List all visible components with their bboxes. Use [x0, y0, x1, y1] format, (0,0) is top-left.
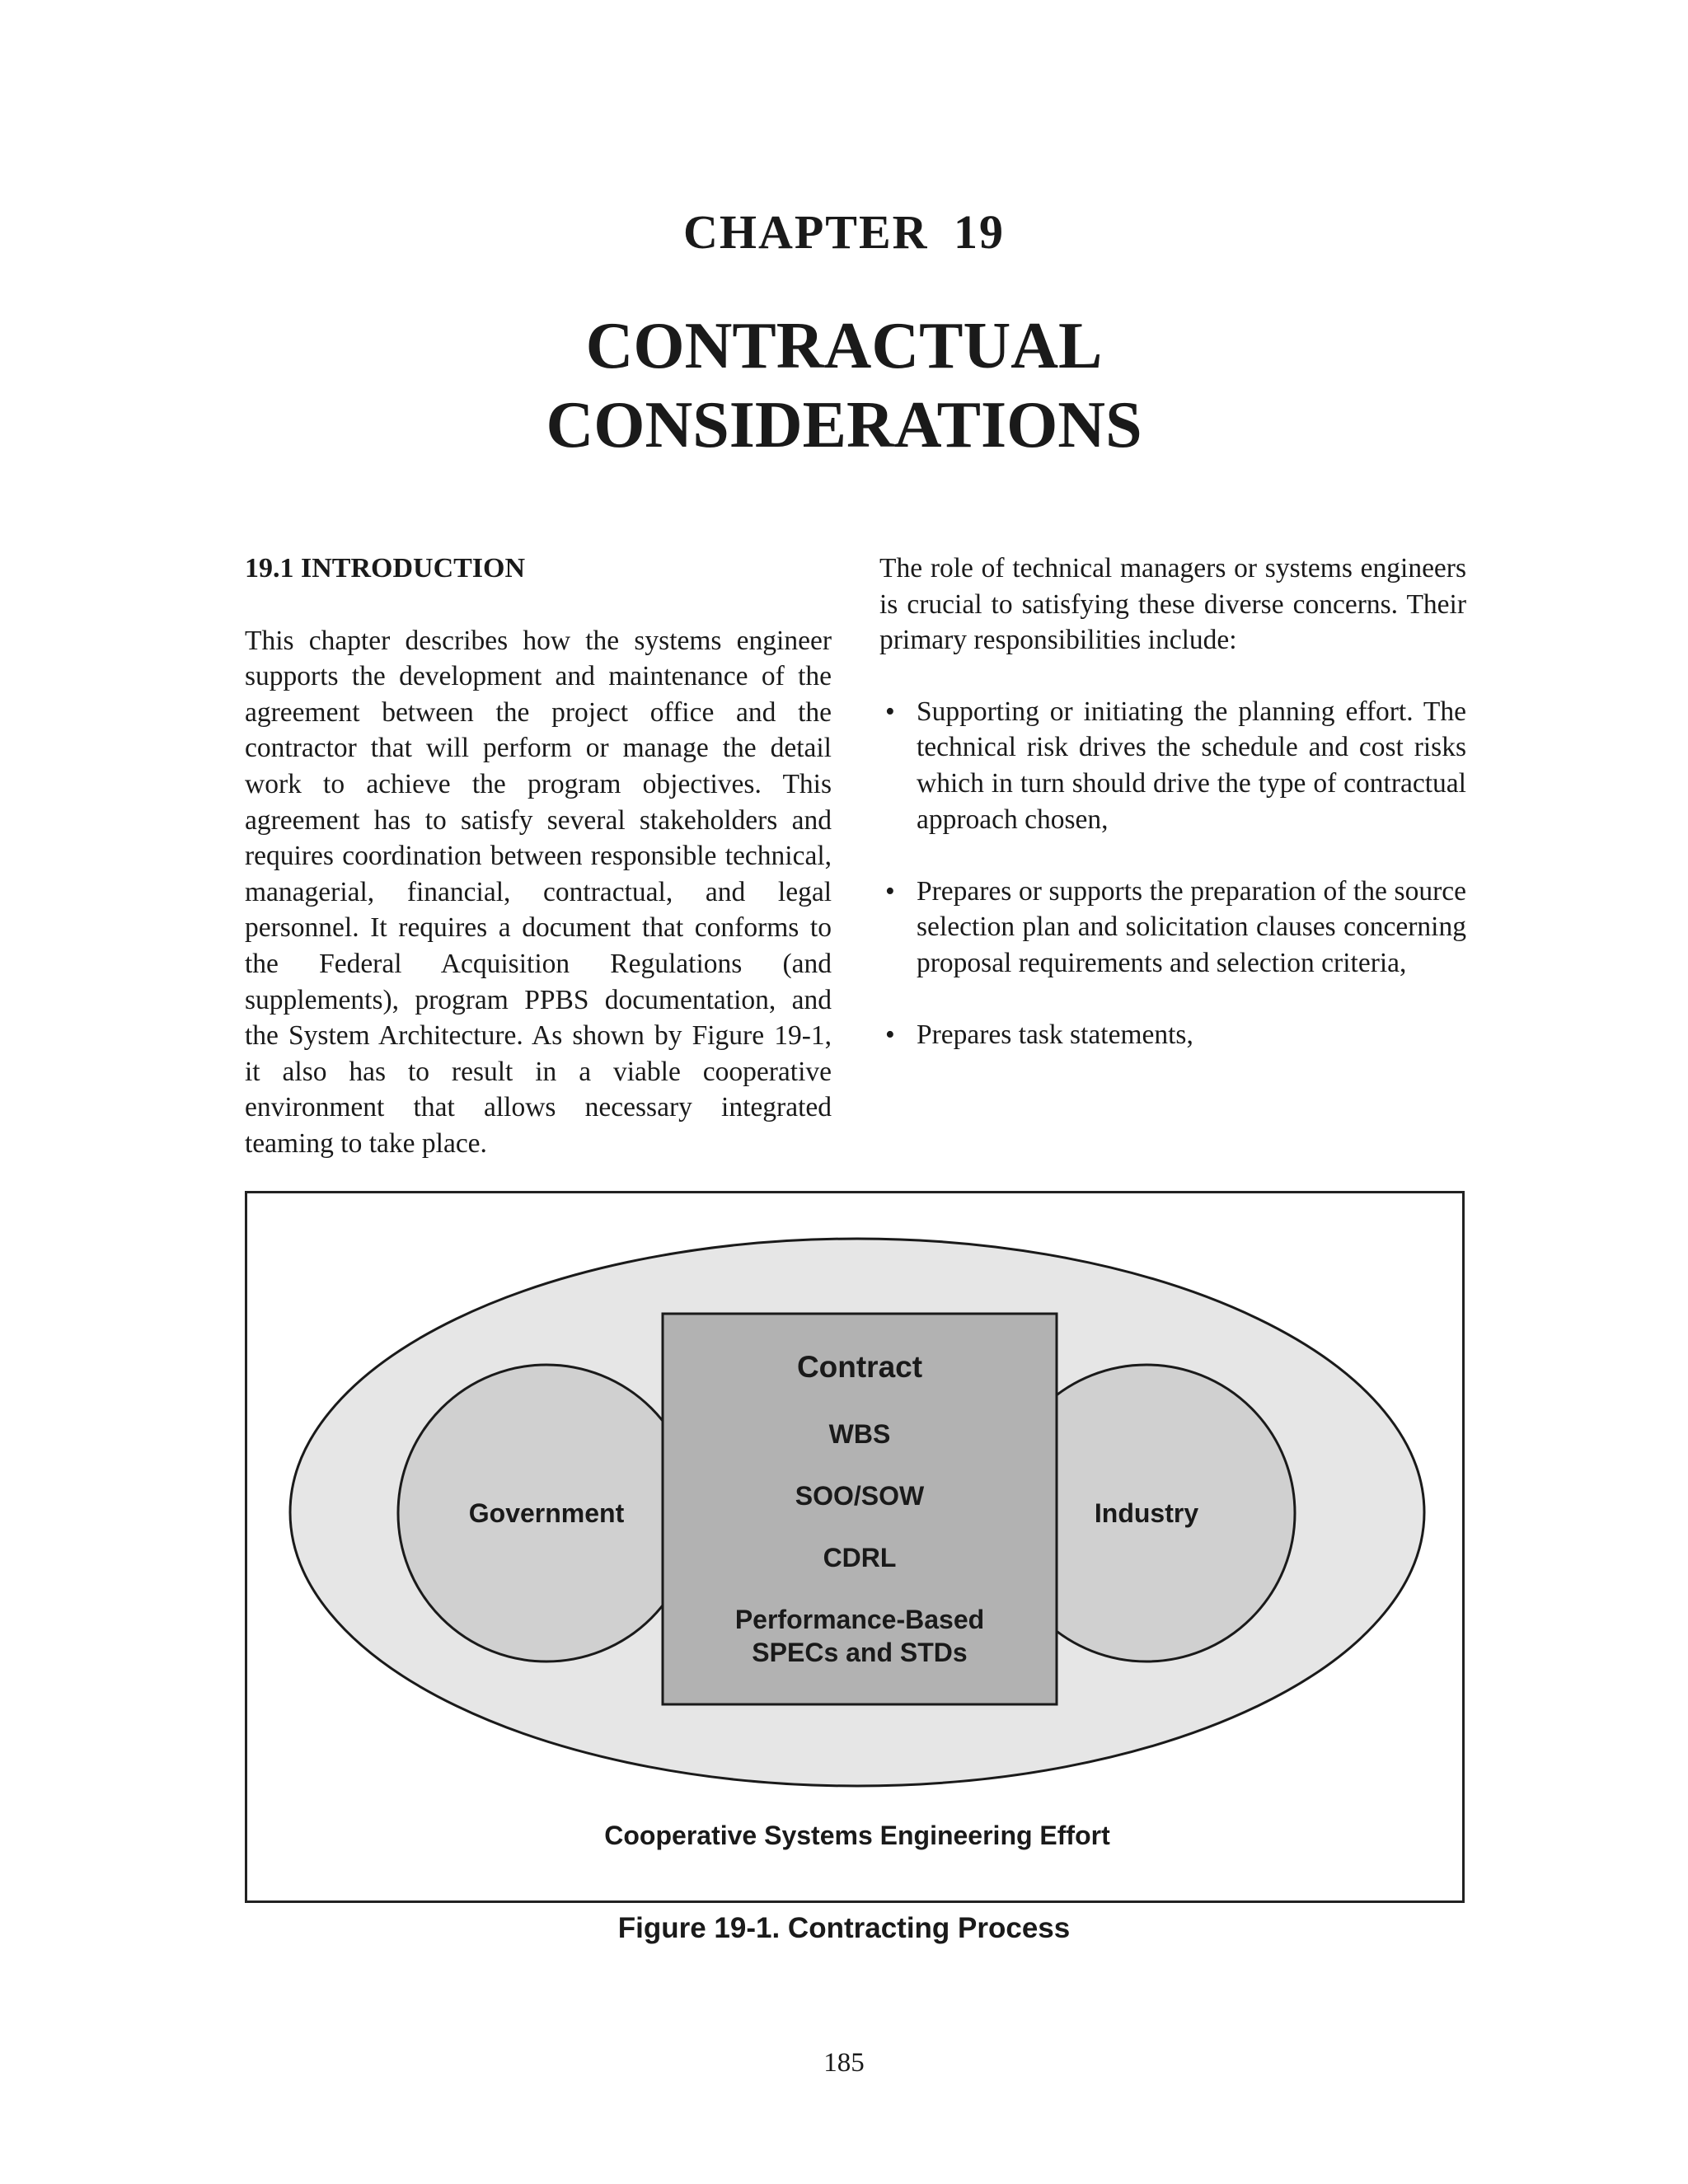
contract-specs-line2: SPECs and STDs [752, 1638, 968, 1667]
contracting-process-diagram [247, 1193, 1467, 1905]
chapter-title-line2: CONSIDERATIONS [546, 389, 1142, 462]
list-item [879, 694, 1466, 837]
responsibilities-intro: The role of technical managers or systems engineers is crucial to satisfying these diverse concerns. Their primary responsibilities include: [879, 553, 1466, 656]
contract-item-cdrl: CDRL [823, 1543, 897, 1572]
responsibilities-list [879, 694, 1466, 1053]
figure-frame [245, 1191, 1465, 1903]
figure-caption: Figure 19-1. Contracting Process [617, 1912, 1071, 1944]
bullet-icon: • [885, 696, 895, 727]
contract-item-soo-sow: SOO/SOW [795, 1481, 925, 1511]
intro-paragraph: This chapter describes how the systems engineer supports the development and maintenance of the agreement between the project office and the contractor that will perform or manage the detail work to achieve the program objectives. This agreement has to satisfy several stakeholders and requires coordination between responsible technical, managerial, financial, contractual, and legal personnel. It requires a document that conforms to the Federal Acquisition Regulations (and supplements), program PPBS documentation, and the System Architecture. As shown by Figure 19-1, it also has to result in a viable cooperative environment that allows necessary integrated teaming to take place. [245, 625, 832, 1159]
contract-item-wbs: WBS [828, 1419, 891, 1449]
bullet-icon: • [885, 1019, 895, 1051]
list-item-text: Prepares or supports the preparation of the source selection plan and solicitation clauses concerning proposal requirements and selection criteria, [917, 875, 1466, 978]
left-column [245, 551, 832, 1162]
contract-specs-line1: Performance-Based [734, 1605, 985, 1634]
list-item [879, 1017, 1466, 1053]
contract-title: Contract [796, 1350, 923, 1384]
chapter-title-line1: CONTRACTUAL [585, 310, 1103, 382]
bullet-icon: • [885, 875, 895, 907]
list-item [879, 874, 1466, 982]
cooperative-effort-label: Cooperative Systems Engineering Effort [604, 1821, 1110, 1850]
section-heading: 19.1 INTRODUCTION [245, 553, 526, 583]
list-item-text: Supporting or initiating the planning effort. The technical risk drives the schedule and cost risks which in turn should drive the type of contractual approach chosen, [917, 696, 1466, 835]
chapter-title [0, 307, 1688, 465]
chapter-label: CHAPTER 19 [682, 205, 1006, 259]
government-label: Government [468, 1498, 625, 1528]
right-column [879, 551, 1466, 1089]
page-number: 185 [823, 2048, 865, 2078]
list-item-text: Prepares task statements, [917, 1019, 1193, 1051]
industry-label: Industry [1094, 1498, 1199, 1528]
